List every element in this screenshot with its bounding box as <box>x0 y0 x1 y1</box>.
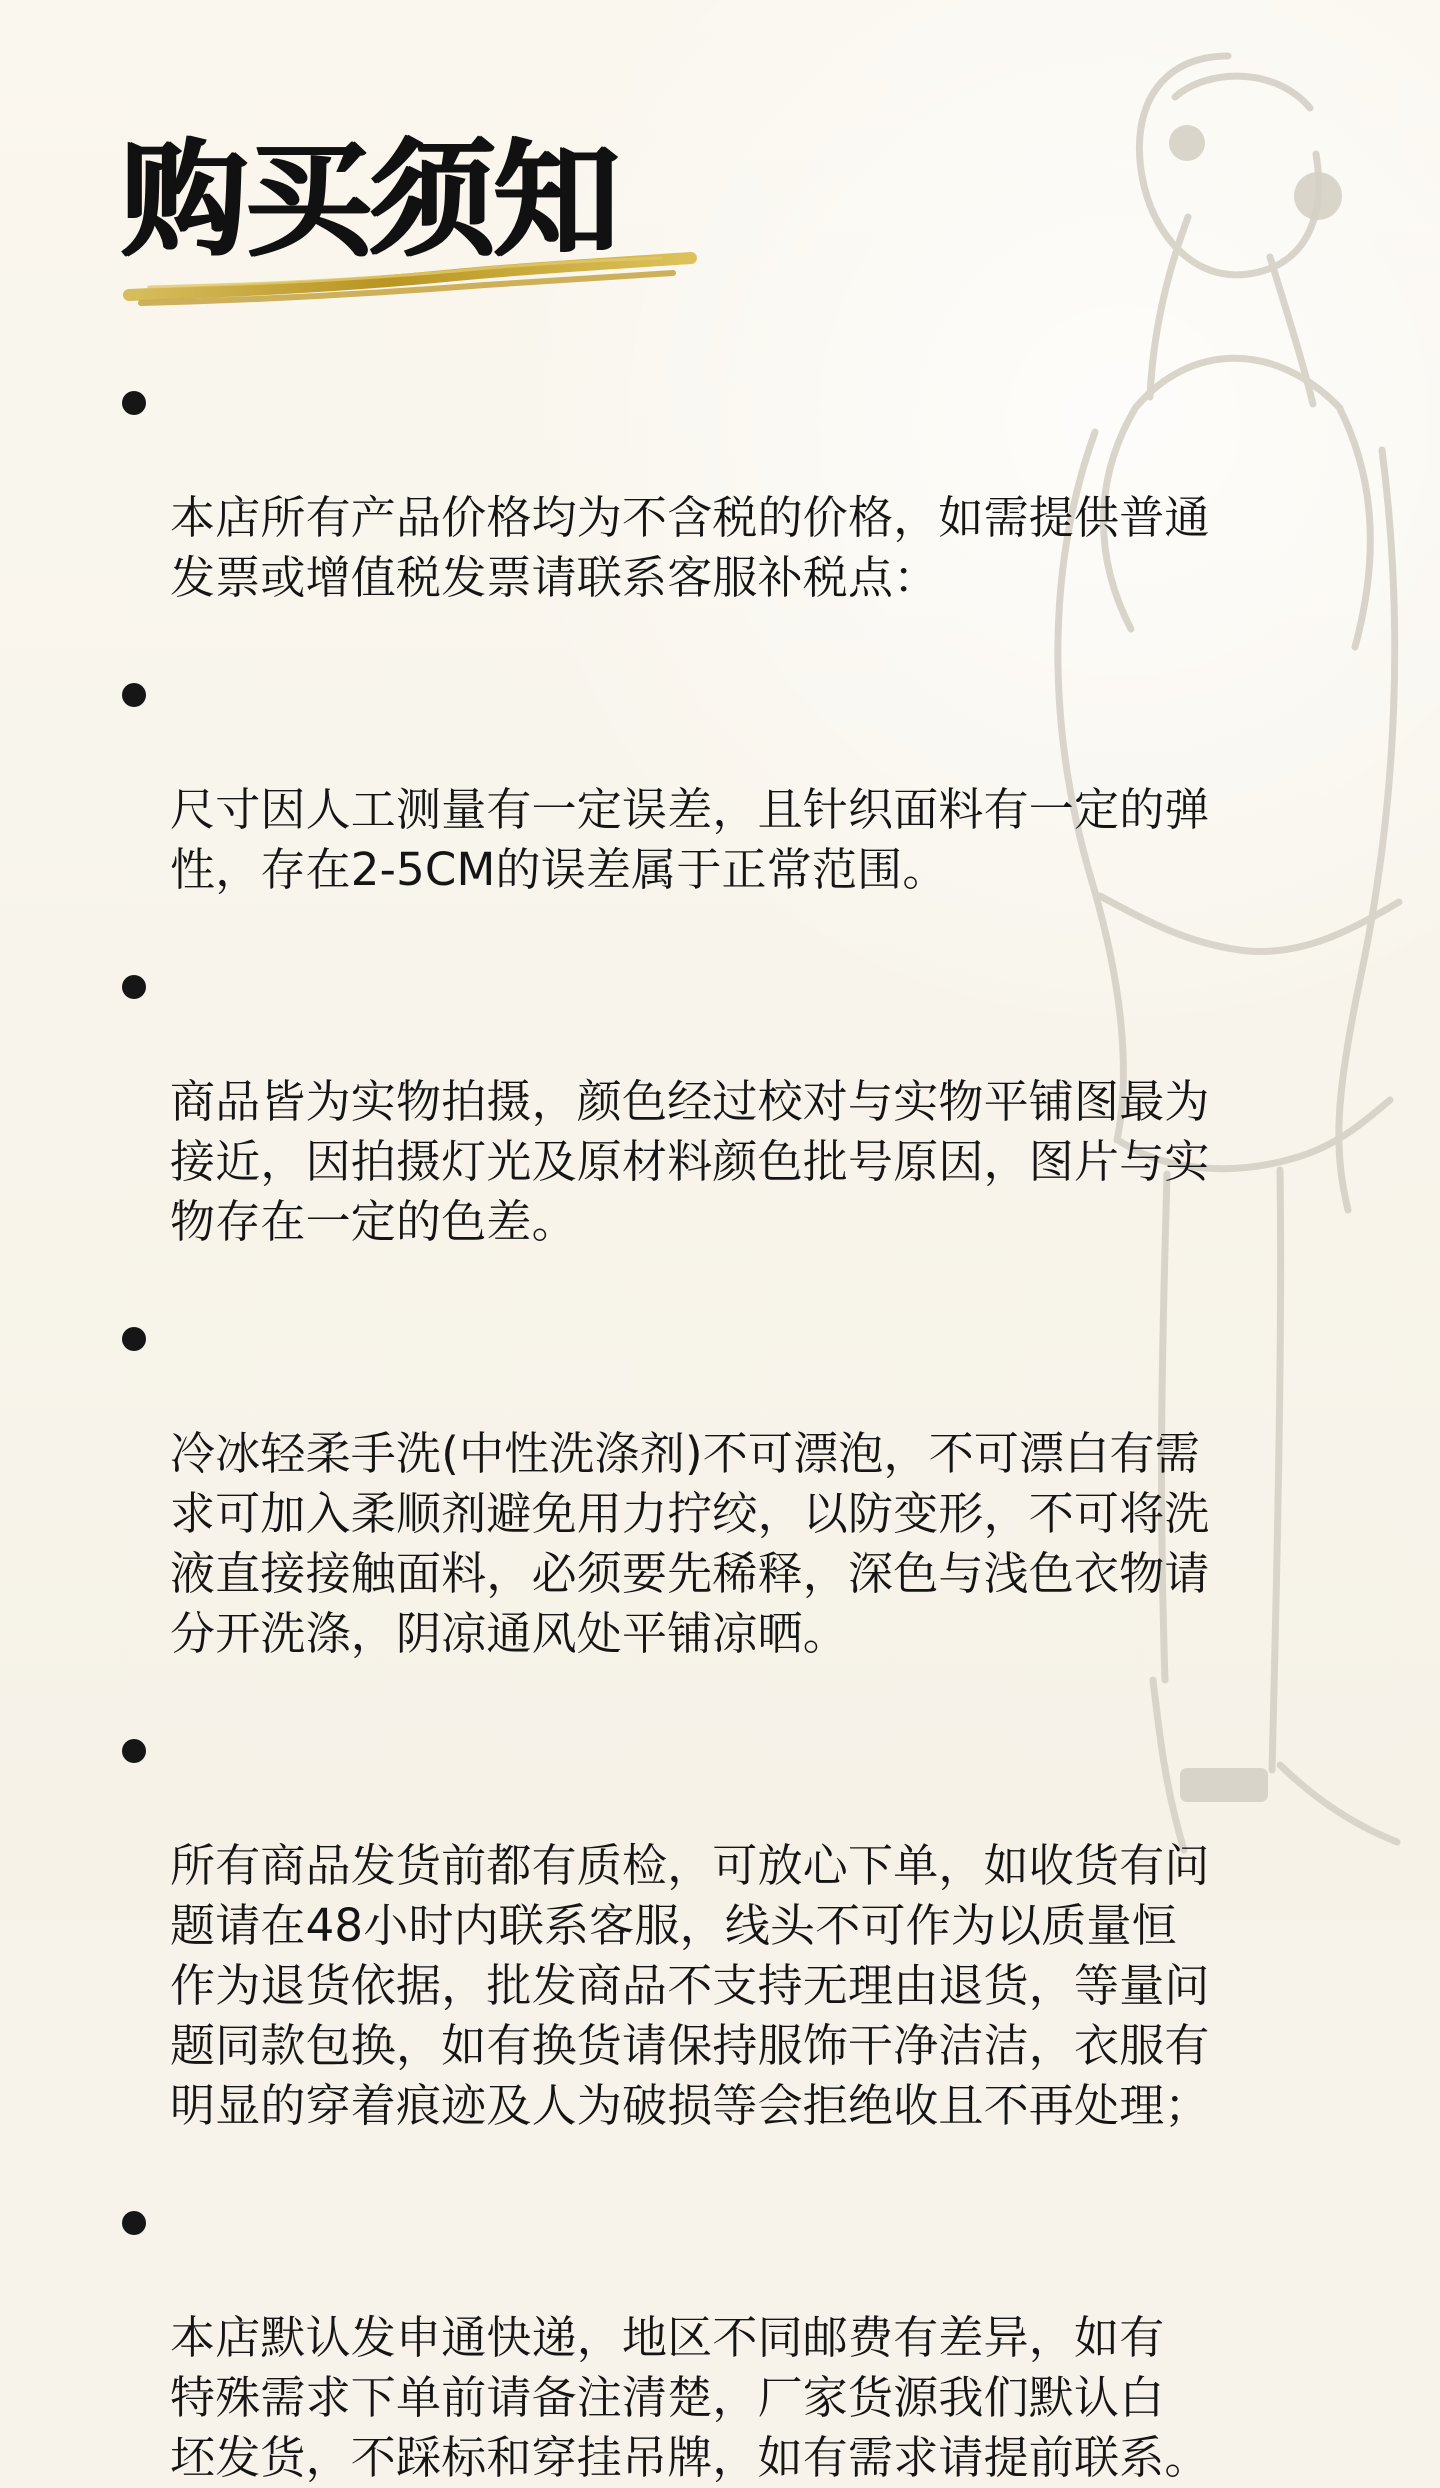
bullet-dot-icon <box>122 1739 146 1763</box>
notice-text: 本店默认发申通快递，地区不同邮费有差异，如有 特殊需求下单前请备注清楚，厂家货源我们默认白 坯发货，不踩标和穿挂吊牌，如有需求请提前联系。 <box>170 2311 1210 2484</box>
notice-text: 本店所有产品价格均为不含税的价格，如需提供普通 发票或增值税发票请联系客服补税点： <box>170 491 1210 604</box>
notice-text: 尺寸因人工测量有一定误差，且针织面料有一定的弹 性，存在2-5CM的误差属于正常范围。 <box>170 783 1210 896</box>
notice-text: 冷冰轻柔手洗(中性洗涤剂)不可漂泡，不可漂白有需 求可加入柔顺剂避免用力拧绞，以防变形，不可将洗 液直接接触面料，必须要先稀释，深色与浅色衣物请 分开洗涤，阴凉通风处平铺凉晒。 <box>170 1427 1210 1660</box>
notice-item-2 <box>122 660 1332 900</box>
notice-item-5 <box>122 1716 1332 2136</box>
title-area <box>121 126 711 296</box>
notice-item-4 <box>122 1304 1332 1664</box>
notice-text: 所有商品发货前都有质检，可放心下单，如收货有问 题请在48小时内联系客服，线头不可作为以质量恒 作为退货依据，批发商品不支持无理由退货，等量问 题同款包换，如有换货请保持服饰干净洁洁，衣服有 明显的穿着痕迹及人为破损等会拒绝收且不再处理； <box>170 1839 1210 2132</box>
bullet-dot-icon <box>122 1327 146 1351</box>
purchase-notice-list <box>122 368 1332 2488</box>
notice-item-1 <box>122 368 1332 608</box>
notice-text: 商品皆为实物拍摄，颜色经过校对与实物平铺图最为 接近，因拍摄灯光及原材料颜色批号原因，图片与实 物存在一定的色差。 <box>170 1075 1210 1248</box>
bullet-dot-icon <box>122 975 146 999</box>
bullet-dot-icon <box>122 683 146 707</box>
bullet-dot-icon <box>122 2211 146 2235</box>
page-title: 购买须知 <box>121 127 617 274</box>
notice-item-3 <box>122 952 1332 1252</box>
bullet-dot-icon <box>122 391 146 415</box>
notice-item-6 <box>122 2188 1332 2488</box>
